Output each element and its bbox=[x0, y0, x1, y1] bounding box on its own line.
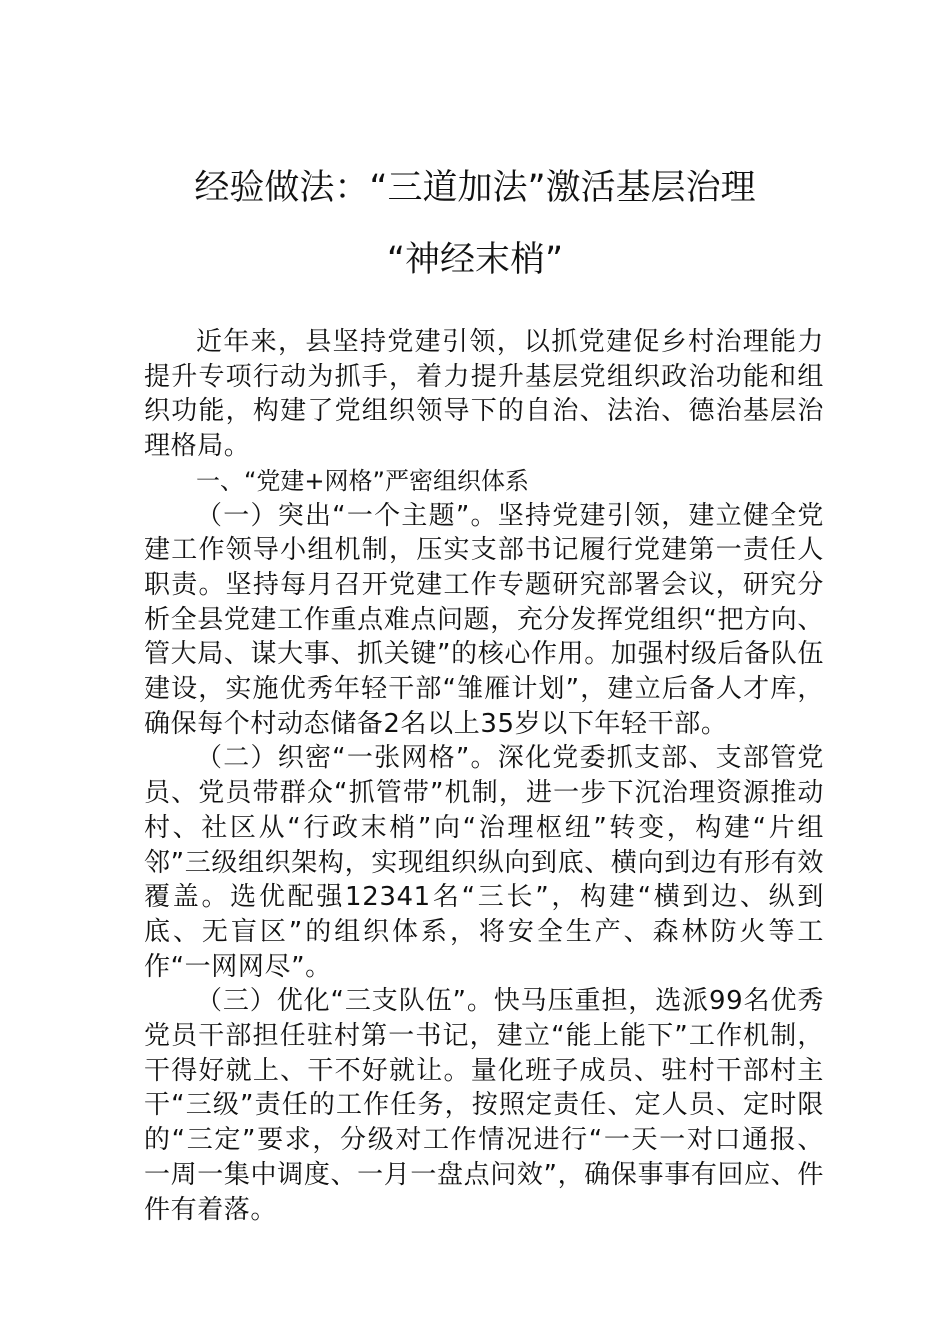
section-1-heading: 一、“党建+网格”严密组织体系 bbox=[196, 466, 529, 495]
paragraph-2: （二）织密“一张网格”。深化党委抓支部、支部管党员、党员带群众“抓管带”机制，进一步下沉治理资源推动村、社区从“行政末梢”向“治理枢纽”转变，构建“片组邻”三级组织架构，实现组织纵向到底、横向到边有形有效覆盖。选优配强12341名“三长”，构建“横到边、纵到底、无盲区”的组织体系，将安全生产、森林防火等工作“一网网尽”。 bbox=[144, 743, 824, 982]
document-title-line-2: “神经末梢” bbox=[386, 240, 564, 280]
paragraph-1: （一）突出“一个主题”。坚持党建引领，建立健全党建工作领导小组机制，压实支部书记履行党建第一责任人职责。坚持每月召开党建工作专题研究部署会议，研究分析全县党建工作重点难点问题，充分发挥党组织“把方向、管大局、谋大事、抓关键”的核心作用。加强村级后备队伍建设，实施优秀年轻干部“雏雁计划”，建立后备人才库，确保每个村动态储备2名以上35岁以下年轻干部。 bbox=[144, 500, 824, 739]
paragraph-3: （三）优化“三支队伍”。快马压重担，选派99名优秀党员干部担任驻村第一书记，建立“能上能下”工作机制，干得好就上、干不好就让。量化班子成员、驻村干部村主干“三级”责任的工作任务，按照定责任、定人员、定时限的“三定”要求，分级对工作情况进行“一天一对口通报、一周一集中调度、一月一盘点问效”，确保事事有回应、件件有着落。 bbox=[144, 986, 824, 1225]
document-title-line-1: 经验做法：“三道加法”激活基层治理 bbox=[194, 168, 756, 208]
document-body bbox=[144, 325, 824, 1227]
intro-paragraph: 近年来，县坚持党建引领，以抓党建促乡村治理能力提升专项行动为抓手，着力提升基层党组织政治功能和组织功能，构建了党组织领导下的自治、法治、德治基层治理格局。 bbox=[144, 327, 824, 462]
